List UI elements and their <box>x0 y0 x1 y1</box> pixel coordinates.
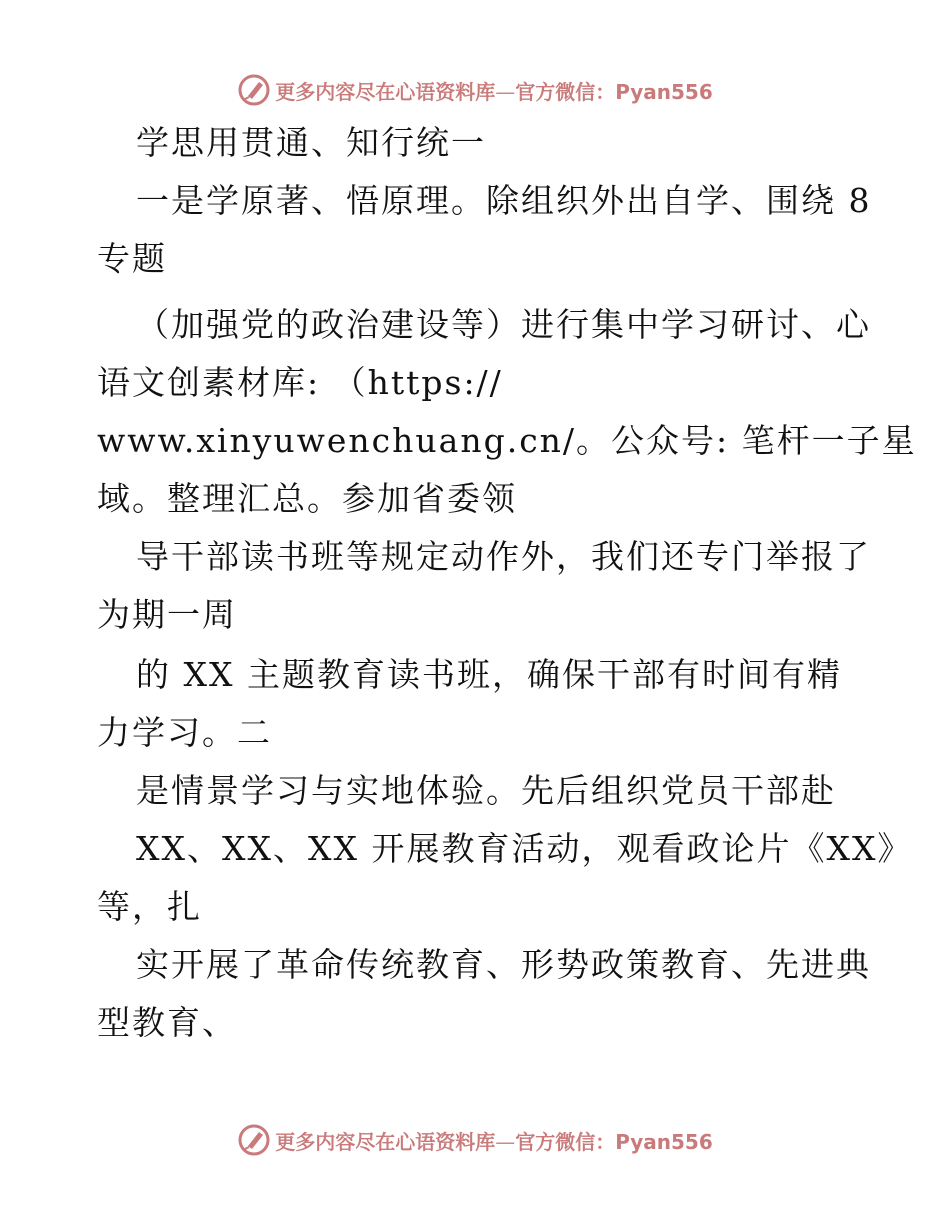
body-line: 的 XX 主题教育读书班，确保干部有时间有精 <box>136 655 842 694</box>
body-line: 是情景学习与实地体验。先后组织党员干部赴 <box>136 771 836 810</box>
body-line: 为期一周 <box>97 595 237 634</box>
body-line: 力学习。二 <box>97 713 272 752</box>
header-wechat: 官方微信：Pyan556 <box>515 79 713 104</box>
pen-logo-icon <box>237 1123 271 1157</box>
body-line: 等，扎 <box>97 887 202 926</box>
body-line: 实开展了革命传统教育、形势政策教育、先进典 <box>136 945 871 984</box>
footer-separator: — <box>495 1129 516 1154</box>
body-line: 一是学原著、悟原理。除组织外出自学、围绕 8 <box>136 181 872 220</box>
header-promo: 更多内容尽在心语资料库 <box>275 79 496 104</box>
pen-logo-icon <box>237 73 271 107</box>
footer-wechat: 官方微信：Pyan556 <box>515 1129 713 1154</box>
body-line: （加强党的政治建设等）进行集中学习研讨、心 <box>136 305 871 344</box>
header-separator: — <box>495 79 516 104</box>
header-text <box>275 76 713 105</box>
header-banner <box>0 70 950 110</box>
body-line: www.xinyuwenchuang.cn/。公众号: 笔杆一子星 <box>97 421 917 460</box>
body-line: 域。整理汇总。参加省委领 <box>97 479 517 518</box>
body-line: 学思用贯通、知行统一 <box>136 123 486 162</box>
footer-banner <box>0 1120 950 1160</box>
footer-promo: 更多内容尽在心语资料库 <box>275 1129 496 1154</box>
body-line: 语文创素材库: （https:// <box>97 363 503 402</box>
footer-text <box>275 1126 713 1155</box>
body-line: 型教育、 <box>97 1003 237 1042</box>
body-line: 专题 <box>97 239 167 278</box>
body-line: XX、XX、XX 开展教育活动，观看政论片《XX》 <box>136 829 913 868</box>
body-line: 导干部读书班等规定动作外，我们还专门举报了 <box>136 537 871 576</box>
